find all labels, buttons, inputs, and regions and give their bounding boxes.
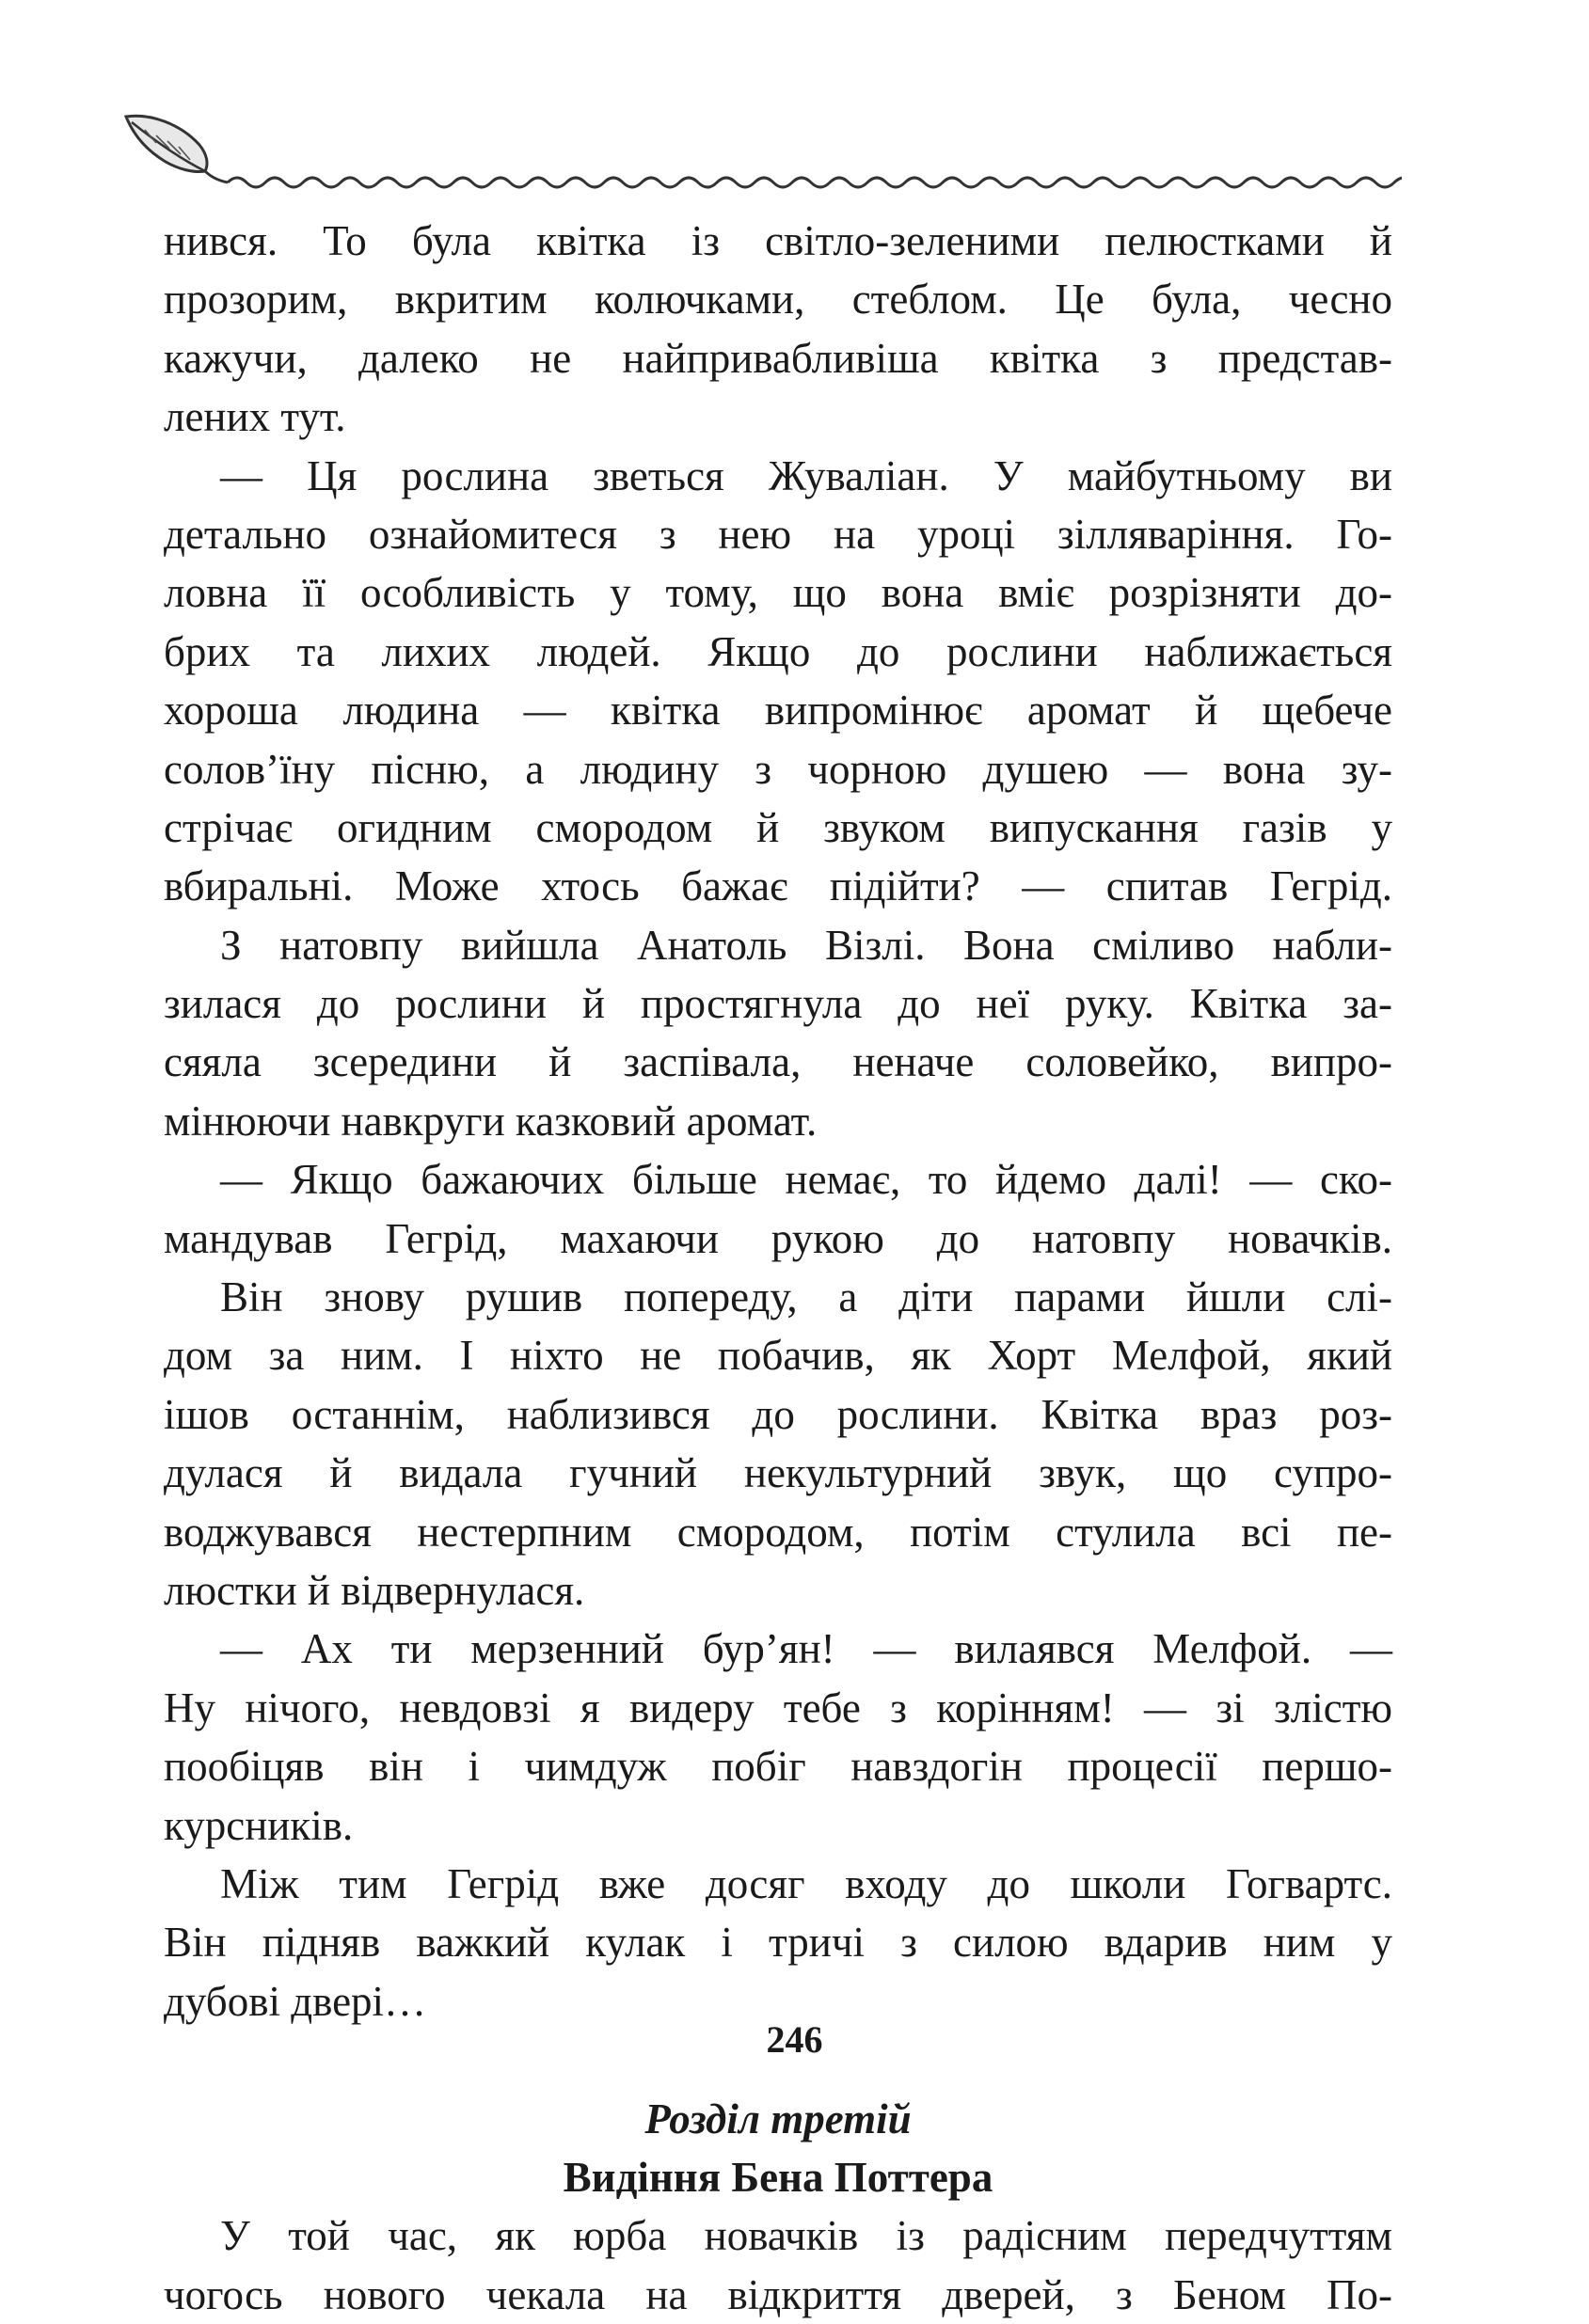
text-line: Він підняв важкий кулак і тричі з силою вдарив ним у [164, 1919, 1392, 1967]
page-number: 246 [766, 2018, 823, 2061]
text-line: З натовпу вийшла Анатоль Візлі. Вона сміливо набли- [220, 921, 1392, 969]
text-line: Між тим Гегрід вже досяг входу до школи Гогвартс. [220, 1859, 1392, 1907]
text-line: люстки й відвернулася. [164, 1566, 585, 1614]
paragraph [164, 916, 1392, 1151]
text-line: мінюючи навкруги казковий аромат. [164, 1097, 818, 1145]
text-line: лених тут. [164, 393, 346, 441]
chapter-number-title: Розділ третій [644, 2095, 912, 2142]
text-line: детально ознайомитеся з нею на уроці зілляваріння. Го- [164, 510, 1392, 558]
text-line: — Ах ти мерзенний бур’ян! — вилаявся Мелфой. — [220, 1625, 1392, 1673]
body-text [164, 212, 1392, 2324]
text-line: сяяла зсередини й заспівала, неначе соловейко, випро- [164, 1038, 1392, 1086]
paragraph [164, 1620, 1392, 1855]
feather-quill-icon [113, 103, 1402, 193]
text-line: прозорим, вкритим колючками, стеблом. Це була, чесно [164, 276, 1392, 324]
text-line: солов’їну пісню, а людину з чорною душею — вона зу- [164, 745, 1392, 793]
text-line: мандував Гегрід, махаючи рукою до натовпу новачків. [164, 1214, 1392, 1262]
text-line: хороша людина — квітка випромінює аромат й щебече [164, 687, 1392, 735]
chapter-subtitle: Видіння Бена Поттера [563, 2153, 993, 2201]
text-line: чогось нового чекала на відкриття дверей, з Беном По- [164, 2270, 1392, 2318]
paragraph [164, 1855, 1392, 2031]
text-line: дулася й видала гучний некультурний звук, що супро- [164, 1449, 1392, 1497]
text-line: — Ця рослина зветься Жуваліан. У майбутньому ви [220, 451, 1392, 499]
text-line: дубові двері… [164, 1977, 427, 2025]
paragraph [164, 2206, 1392, 2324]
text-line: пообіцяв він і чимдуж побіг навздогін процесії першо- [164, 1743, 1392, 1791]
text-line: дом за ним. І ніхто не побачив, як Хорт Мелфой, який [164, 1332, 1392, 1380]
text-line: Він знову рушив попереду, а діти парами йшли слі- [220, 1273, 1392, 1321]
paragraph [164, 1268, 1392, 1620]
text-line: У той час, як юрба новачків із радісним передчуттям [220, 2212, 1392, 2260]
text-line: зилася до рослини й простягнула до неї руку. Квітка за- [164, 980, 1392, 1028]
paragraph [164, 212, 1392, 447]
text-line: брих та лихих людей. Якщо до рослини наближається [164, 627, 1392, 675]
text-line: — Якщо бажаючих більше немає, то йдемо далі! — ско- [220, 1156, 1392, 1204]
text-line: нився. То була квітка із світло-зеленими пелюстками й [164, 217, 1392, 264]
text-line: курсників. [164, 1801, 354, 1849]
text-line: вбиральні. Може хтось бажає підійти? — спитав Гегрід. [164, 862, 1392, 910]
text-line: кажучи, далеко не найпривабливіша квітка з представ- [164, 334, 1392, 382]
paragraph [164, 447, 1392, 916]
text-line: воджувався нестерпним смородом, потім стулила всі пе- [164, 1508, 1392, 1556]
text-line: Ну нічого, невдовзі я видеру тебе з корінням! — зі злістю [164, 1684, 1392, 1731]
text-line: стрічає огидним смородом й звуком випускання газів у [164, 803, 1392, 851]
paragraph [164, 1150, 1392, 1268]
text-line: ішов останнім, наблизився до рослини. Квітка враз роз- [164, 1390, 1392, 1438]
text-line: ловна її особливість у тому, що вона вміє розрізняти до- [164, 569, 1392, 617]
